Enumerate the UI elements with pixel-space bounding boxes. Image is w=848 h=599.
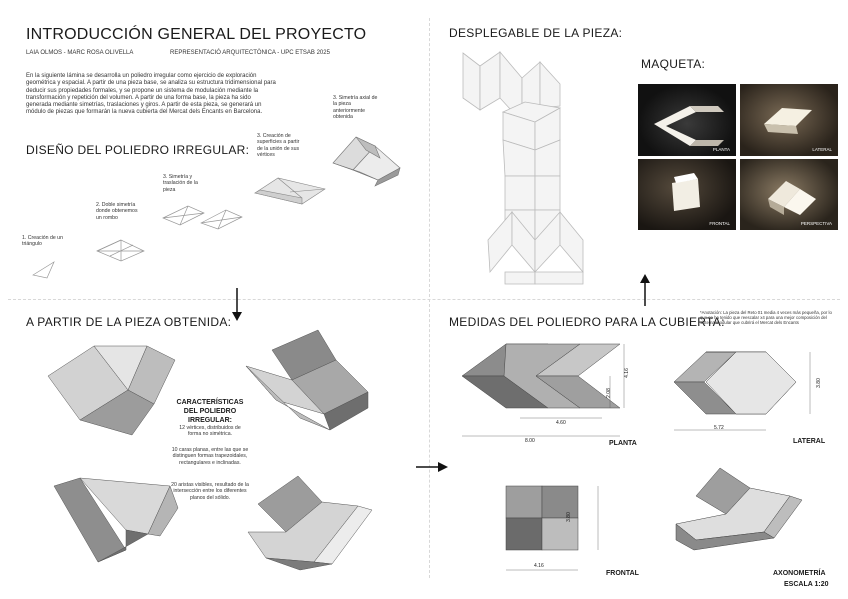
- page-title: INTRODUCCIÓN GENERAL DEL PROYECTO: [26, 26, 367, 43]
- lateral-dim-width: 5.72: [714, 425, 724, 431]
- frontal-label: FRONTAL: [606, 570, 639, 577]
- model-photo-planta: [638, 84, 736, 156]
- frontal-dim-width: 4.16: [534, 563, 544, 569]
- planta-dim-width-total: 8.00: [525, 438, 535, 444]
- piece-view-1: [48, 346, 175, 435]
- course: REPRESENTACIÓ ARQUITECTÒNICA - UPC ETSAB 2025: [170, 50, 330, 56]
- feature-1: 12 vértices, distribuidos de forma no simétrica.: [179, 425, 241, 438]
- unfold-title: DESPLEGABLE DE LA PIEZA:: [449, 26, 623, 40]
- step-2-text: 2. Doble simetría donde obtenemos un rombo: [96, 202, 138, 221]
- measures-title: MEDIDAS DEL POLIEDRO PARA LA CUBIERTA:: [449, 315, 725, 329]
- photo-label-planta: PLANTA: [712, 147, 730, 152]
- piece-view-4: [248, 476, 372, 570]
- photo-label-frontal: FRONTAL: [709, 221, 730, 226]
- planta-view: [462, 344, 620, 408]
- rescale-note: *Anotación: La pieza del Reto 01 media 4 veces más pequeña, por lo que se ha tenido que reescalar x4 para una mejor composición del sistema modular que cubrirá el Mercat dels Encants: [700, 310, 832, 326]
- scale-label: ESCALA 1:20: [784, 581, 829, 588]
- model-photo-perspectiva: [740, 159, 838, 230]
- piece-view-2: [246, 330, 368, 430]
- step-4-text: 3. Creación de superficies a partir de la unión de sus vértices: [257, 133, 300, 159]
- authors: LAIA OLMOS - MARC ROSA OLIVELLA: [26, 50, 134, 56]
- step-3-text: 3. Simetría y traslación de la pieza: [163, 174, 198, 193]
- design-title: DISEÑO DEL POLIEDRO IRREGULAR:: [26, 143, 250, 157]
- intro-text: En la siguiente lámina se desarrolla un poliedro irregular como ejercicio de exploración geométrica y espacial. A partir de una pieza base, se analiza su estructura tridimensional para deducir sus propiedades formales, y se propone un sistema de modulación mediante la transformación y repetición del volumen. A partir de una forma base, la pieza ha sido generada mediante simetrías, traslaciones y giros. A partir de esta pieza, se generará un módulo de piezas que formarán la nueva cubierta del Mercat dels Encants en Barcelona.: [26, 73, 276, 116]
- feature-2: 10 caras planas, entre las que se distinguen formas trapezoidales, rectangulares e inclinadas.: [171, 447, 249, 466]
- measures-drawings: [430, 300, 848, 599]
- lateral-label: LATERAL: [793, 438, 826, 445]
- lateral-view: [674, 352, 796, 414]
- feature-3: 20 aristas visibles, resultado de la intersección entre los diferentes planos del sólido.: [171, 482, 249, 501]
- obtained-title: A PARTIR DE LA PIEZA OBTENIDA:: [26, 315, 232, 329]
- features-title: CARACTERÍSTICAS DEL POLIEDRO IRREGULAR:: [176, 399, 244, 424]
- axo-label: AXONOMETRÍA: [773, 570, 826, 577]
- lateral-dim-height: 3.80: [815, 378, 822, 388]
- photo-label-lateral: LATERAL: [812, 147, 832, 152]
- piece-view-3: [54, 478, 178, 562]
- photo-label-perspectiva: PERSPECTIVA: [800, 221, 832, 226]
- model-photo-frontal: [638, 159, 736, 230]
- planta-dim-height: 4.16: [623, 368, 630, 378]
- frontal-dim-height: 3.80: [565, 512, 572, 522]
- step-5-text: 3. Simetría axial de la pieza anteriormente obtenida: [333, 95, 378, 121]
- model-photo-lateral: [740, 84, 838, 156]
- axo-view: [676, 468, 802, 550]
- model-title: MAQUETA:: [641, 57, 706, 71]
- planta-dim-half-height: 2.08: [605, 388, 612, 398]
- planta-label: PLANTA: [609, 440, 637, 447]
- planta-dim-width-inner: 4.60: [556, 420, 566, 426]
- step-1-text: 1. Creación de un triángulo: [22, 235, 63, 248]
